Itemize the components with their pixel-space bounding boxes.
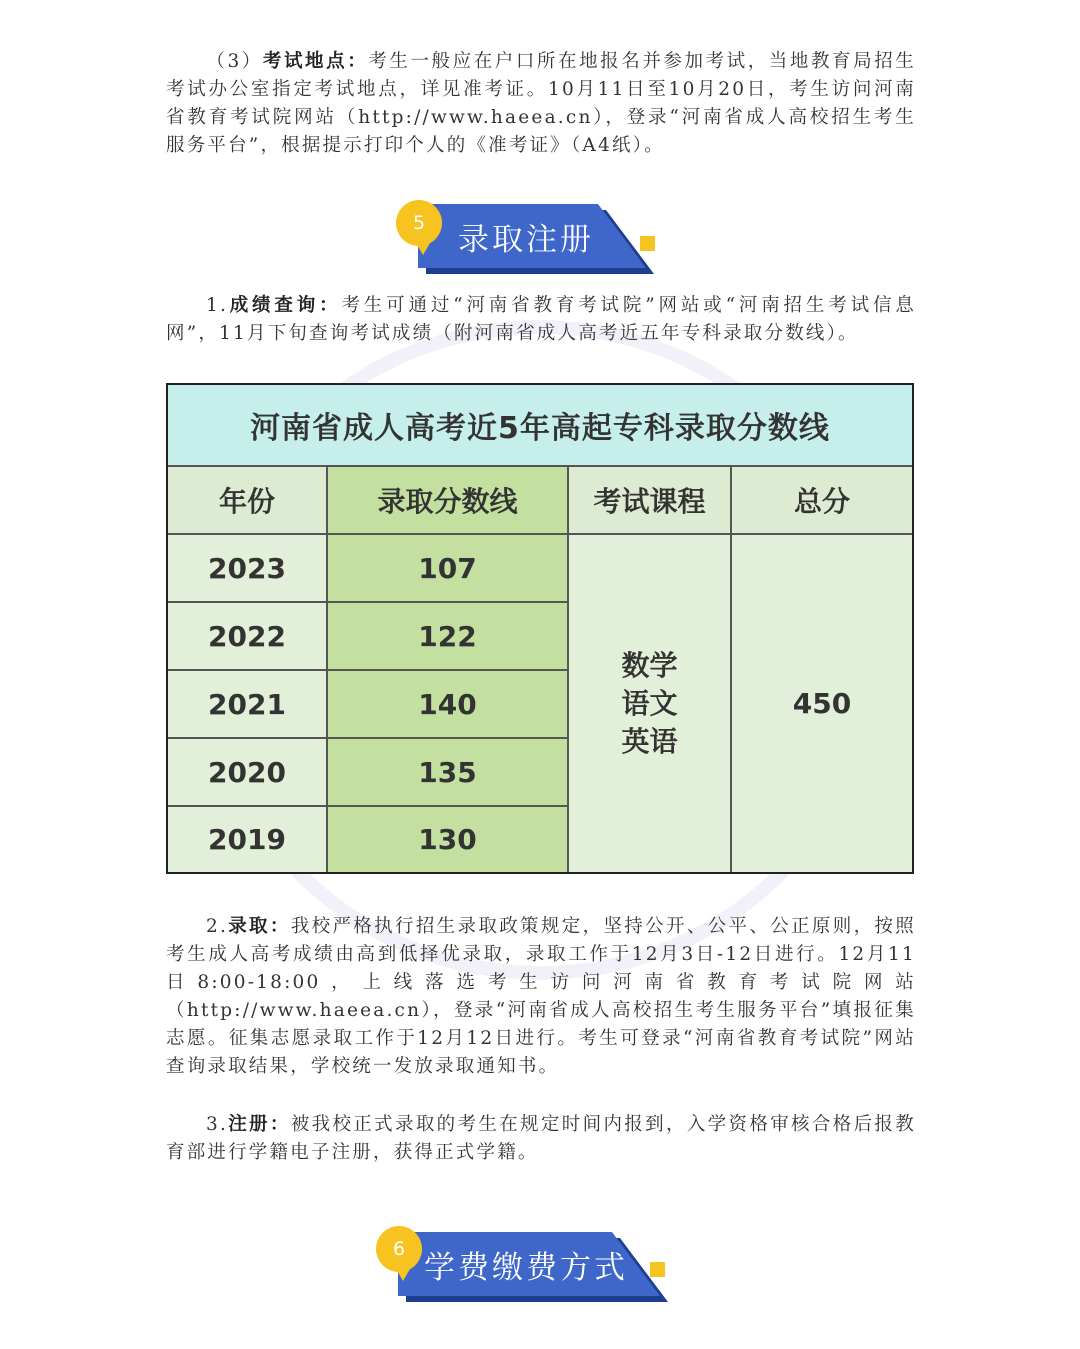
exam-location-paragraph (166, 48, 916, 160)
section-5-title: 录取注册 (458, 221, 594, 258)
registration-label: 注册： (228, 1114, 291, 1135)
course-item: 语文 (621, 686, 678, 720)
exam-location-prefix: （3） (206, 51, 263, 72)
table-row-year: 2023 (168, 535, 328, 603)
table-row-score: 130 (328, 807, 569, 872)
table-row-year: 2021 (168, 671, 328, 739)
admission-paragraph (166, 913, 916, 1081)
header-courses: 考试课程 (569, 467, 732, 535)
table-row-score: 140 (328, 671, 569, 739)
header-year: 年份 (168, 467, 328, 535)
score-query-label: 成绩查询： (228, 295, 342, 316)
table-row-year: 2019 (168, 807, 328, 872)
table-row-year: 2022 (168, 603, 328, 671)
admission-label: 录取： (228, 916, 291, 937)
section-6-heading (392, 1232, 660, 1296)
section-5-number-bubble (396, 200, 442, 246)
score-query-paragraph (166, 292, 916, 348)
section-5-heading (412, 204, 646, 268)
exam-location-text: 考生一般应在户口所在地报名并参加考试，当地教育局招生考试办公室指定考试地点，详见准考证。10月11日至10月20日，考生访问河南省教育考试院网站（http://www.haeea.cn），登录“河南省成人高校招生考生服务平台”，根据提示打印个人的《准考证》（A4纸）。 (166, 51, 916, 156)
section-5-number: 5 (412, 212, 426, 234)
registration-prefix: 3. (206, 1114, 229, 1135)
section-6-title: 学费缴费方式 (424, 1249, 628, 1286)
table-row-year: 2020 (168, 739, 328, 807)
courses-cell (569, 535, 732, 872)
admission-text: 我校严格执行招生录取政策规定，坚持公开、公平、公正原则，按照考生成人高考成绩由高到低择优录取，录取工作于12月3日-12日进行。12月11日8:00-18:00，上线落选考生访问河南省教育考试院网站（http://www.haeea.cn），登录“河南省成人高校招生考生服务平台”填报征集志愿。征集志愿录取工作于12月12日进行。考生可登录“河南省教育考试院”网站查询录取结果，学校统一发放录取通知书。 (166, 916, 916, 1077)
exam-location-label: 考试地点： (262, 51, 369, 72)
table-row-score: 135 (328, 739, 569, 807)
course-item: 英语 (621, 724, 678, 758)
section-6-number-bubble (376, 1226, 422, 1272)
table-title: 河南省成人高考近5年高起专科录取分数线 (168, 385, 912, 467)
score-query-text: 考生可通过“河南省教育考试院”网站或“河南招生考试信息网”，11月下旬查询考试成绩（附河南省成人高考近五年专科录取分数线）。 (166, 295, 916, 344)
registration-text: 被我校正式录取的考生在规定时间内报到，入学资格审核合格后报教育部进行学籍电子注册，获得正式学籍。 (166, 1114, 916, 1163)
section-5-accent-square (640, 236, 655, 251)
admission-score-table (166, 383, 914, 874)
header-total: 总分 (732, 467, 912, 535)
total-score-cell: 450 (732, 535, 912, 872)
table-row-score: 122 (328, 603, 569, 671)
admission-prefix: 2. (206, 916, 229, 937)
header-score: 录取分数线 (328, 467, 569, 535)
course-item: 数学 (621, 648, 678, 682)
section-6-number: 6 (392, 1238, 406, 1260)
section-6-accent-square (650, 1262, 665, 1277)
registration-paragraph (166, 1111, 916, 1167)
score-query-prefix: 1. (206, 295, 229, 316)
table-row-score: 107 (328, 535, 569, 603)
